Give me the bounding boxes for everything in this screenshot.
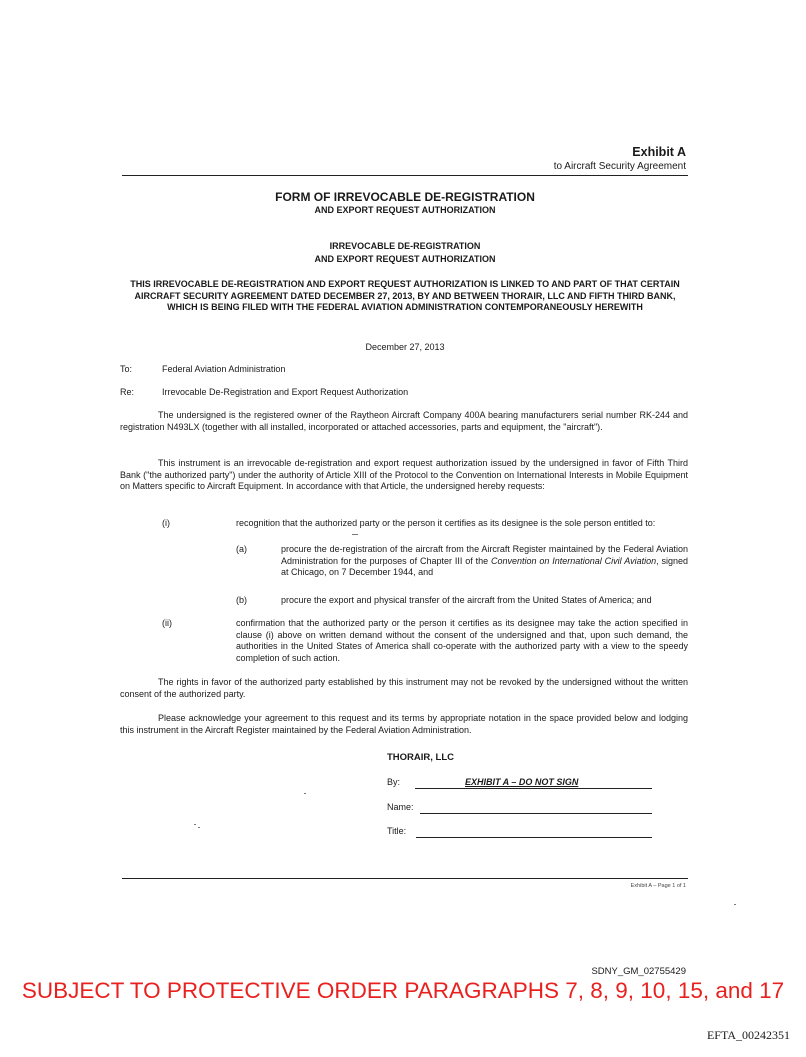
linkage-statement: THIS IRREVOCABLE DE-REGISTRATION AND EXPORT REQUEST AUTHORIZATION IS LINKED TO AND PART OF THAT CERTAIN AIRCRAFT SECURITY AGREEMENT DATED DECEMBER 27, 2013, BY AND BETWEEN THORAIR, LLC AND FIFTH THIRD BANK, WHICH IS BEING FILED WITH THE FEDERAL AVIATION ADMINISTRATION CONTEMPORANEOUSLY HEREWITH: [130, 279, 680, 312]
item-ii-number: (ii): [162, 618, 172, 628]
paragraph-owner: The undersigned is the registered owner of the Raytheon Aircraft Company 400A bearing manufacturers serial number RK-244 and registration N493LX (together with all installed, incorporated or attached accessories, parts and equipment, the "aircraft").: [120, 410, 688, 432]
efta-number: EFTA_00242351: [706, 1028, 790, 1042]
footer-divider: [122, 878, 688, 879]
document-heading-line1: IRREVOCABLE DE-REGISTRATION: [329, 241, 481, 251]
exhibit-subtitle: to Aircraft Security Agreement: [553, 161, 686, 172]
name-label: Name:: [387, 802, 414, 812]
item-i-number: (i): [162, 518, 170, 528]
item-a-text-part1: procure the de-registration of the aircraft from the Aircraft Register maintained by the Federal Aviation Administration for the purposes of Chapter III of the: [281, 544, 688, 566]
header-divider: [122, 175, 688, 176]
protective-order-notice: SUBJECT TO PROTECTIVE ORDER PARAGRAPHS 7, 8, 9, 10, 15, and 17: [21, 978, 785, 1003]
title-line: [416, 826, 652, 838]
paragraph-acknowledge: Please acknowledge your agreement to this request and its terms by appropriate notation in the space provided below and lodging this instrument in the Aircraft Register maintained by the Federal Aviation Administration.: [120, 713, 688, 735]
form-subtitle: AND EXPORT REQUEST AUTHORIZATION: [314, 205, 496, 215]
document-heading-line2: AND EXPORT REQUEST AUTHORIZATION: [314, 254, 496, 264]
scan-speck: [304, 793, 306, 794]
item-a-convention-title: Convention on International Civil Aviation: [490, 555, 657, 566]
to-label: To:: [120, 364, 133, 374]
item-a-text: [281, 544, 688, 579]
scan-speck: [734, 904, 736, 905]
bates-number: SDNY_GM_02755429: [591, 966, 686, 977]
paragraph-rights: The rights in favor of the authorized party established by this instrument may not be revoked by the undersigned without the written consent of the authorized party.: [120, 677, 688, 699]
paragraph-instrument: This instrument is an irrevocable de-registration and export request authorization issued by the undersigned in favor of Fifth Third Bank ("the authorized party") under the authority of Article XIII of the Protocol to the Convention on International Interests in Mobile Equipment on Matters specific to Aircraft Equipment. In accordance with that Article, the undersigned hereby requests:: [120, 458, 688, 491]
scan-speck: [198, 827, 200, 828]
item-a-text-part2: , signed at Chicago, on 7 December 1944, and: [281, 555, 688, 577]
form-title: FORM OF IRREVOCABLE DE-REGISTRATION: [275, 190, 535, 204]
document-date: December 27, 2013: [365, 342, 445, 352]
by-label: By:: [387, 777, 401, 787]
item-ii-text: confirmation that the authorized party or the person it certifies as its designee may take the action specified in clause (i) above on written demand without the consent of the undersigned and that, upon such demand, the authorities in the United States of America shall co-operate with the authorized party with a view to the speedy completion of such action.: [236, 618, 688, 663]
re-label: Re:: [120, 387, 135, 397]
item-b-text: procure the export and physical transfer of the aircraft from the United States of America; and: [281, 595, 652, 605]
re-value: Irrevocable De-Registration and Export Request Authorization: [162, 387, 409, 397]
scan-speck: [352, 534, 358, 535]
to-value: Federal Aviation Administration: [162, 364, 286, 374]
item-b-number: (b): [236, 595, 247, 605]
signatory-company: THORAIR, LLC: [387, 752, 455, 763]
scan-speck: [194, 824, 196, 825]
by-signature-notice: EXHIBIT A – DO NOT SIGN: [465, 777, 579, 787]
exhibit-title: Exhibit A: [632, 145, 686, 159]
page-number: Exhibit A – Page 1 of 1: [630, 883, 686, 889]
name-line: [420, 802, 652, 814]
title-label: Title:: [387, 826, 407, 836]
item-a-number: (a): [236, 544, 247, 554]
item-i-text: recognition that the authorized party or the person it certifies as its designee is the sole person entitled to:: [236, 518, 656, 528]
